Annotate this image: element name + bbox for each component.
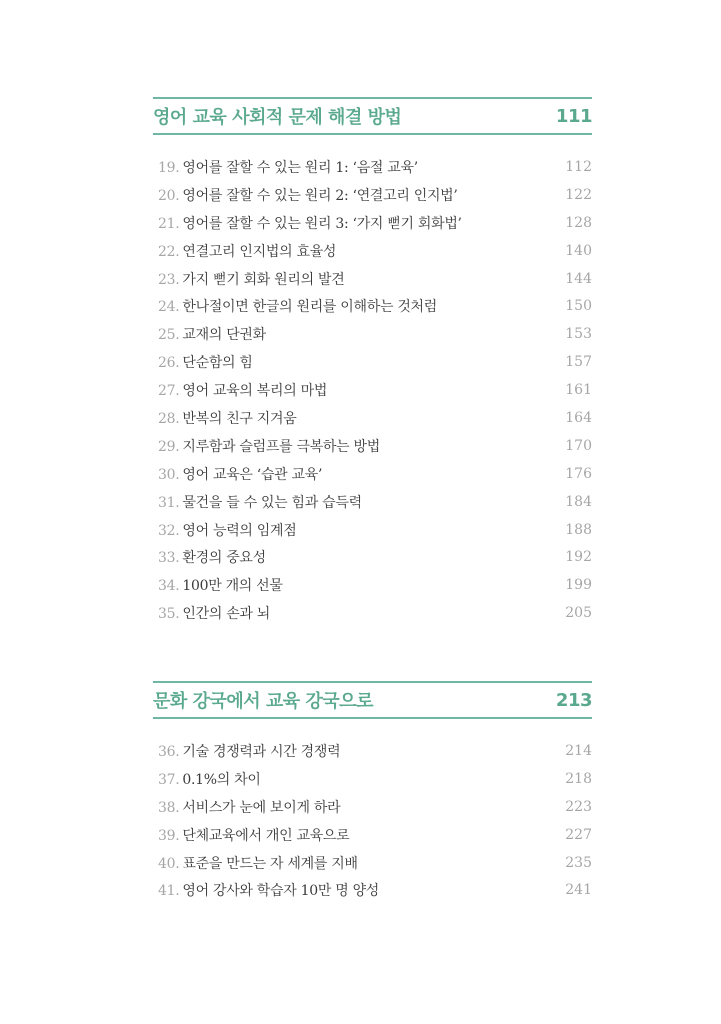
- entry-page-number: 144: [565, 270, 592, 287]
- entry-number: 33.: [158, 550, 180, 567]
- toc-entry-label: [158, 241, 336, 261]
- toc-entry-label: [158, 769, 261, 789]
- entry-number: 23.: [158, 271, 180, 288]
- entry-title: 표준을 만드는 자 세계를 지배: [182, 855, 358, 872]
- entry-title: 0.1%의 차이: [182, 771, 261, 788]
- entry-number: 38.: [158, 799, 180, 816]
- toc-entry-label: [158, 436, 380, 456]
- entry-page-number: 140: [565, 242, 592, 259]
- toc-entry-label: [158, 575, 283, 595]
- toc-entry: [158, 209, 592, 237]
- toc-entry: [158, 292, 592, 320]
- entry-page-number: 157: [565, 354, 592, 371]
- entry-title: 교재의 단권화: [182, 327, 266, 344]
- entry-page-number: 199: [565, 577, 592, 594]
- toc-entry: [158, 849, 592, 877]
- entry-title: 영어 교육의 복리의 마법: [182, 383, 328, 400]
- toc-entry-label: [158, 603, 270, 623]
- section-title: 문화 강국에서 교육 강국으로: [153, 691, 373, 712]
- toc-entry-label: [158, 185, 458, 205]
- toc-entry-label: [158, 797, 340, 817]
- toc-entry-label: [158, 408, 296, 428]
- entry-title: 영어를 잘할 수 있는 원리 2: ‘연결고리 인지법’: [182, 187, 458, 204]
- section-page-number: 111: [555, 105, 592, 127]
- toc-entry: [158, 488, 592, 516]
- entry-title: 환경의 중요성: [182, 550, 266, 567]
- entry-page-number: 188: [565, 521, 592, 538]
- entry-page-number: 235: [565, 854, 592, 871]
- toc-entry-list: [153, 737, 592, 904]
- entry-page-number: 227: [565, 826, 592, 843]
- entry-title: 영어 능력의 임계점: [182, 522, 297, 539]
- entry-title: 단순함의 힘: [182, 355, 253, 372]
- entry-title: 영어를 잘할 수 있는 원리 1: ‘음절 교육’: [182, 159, 418, 176]
- toc-entry: [158, 571, 592, 599]
- entry-number: 36.: [158, 743, 180, 760]
- toc-entry-label: [158, 352, 253, 372]
- entry-number: 34.: [158, 578, 180, 595]
- entry-title: 반복의 친구 지겨움: [182, 410, 297, 427]
- toc-entry-label: [158, 380, 327, 400]
- entry-page-number: 128: [565, 214, 592, 231]
- toc-entry: [158, 516, 592, 544]
- entry-page-number: 150: [565, 298, 592, 315]
- entry-page-number: 214: [565, 742, 592, 759]
- toc-entry: [158, 793, 592, 821]
- toc-entry: [158, 737, 592, 765]
- toc-entry: [158, 404, 592, 432]
- toc-entry: [158, 876, 592, 904]
- toc-entry-label: [158, 213, 462, 233]
- entry-page-number: 170: [565, 437, 592, 454]
- entry-number: 30.: [158, 466, 180, 483]
- entry-number: 25.: [158, 327, 180, 344]
- entry-number: 27.: [158, 383, 180, 400]
- entry-title: 가지 뻗기 회화 원리의 발견: [182, 271, 345, 288]
- toc-entry: [158, 265, 592, 293]
- entry-title: 영어 강사와 학습자 10만 명 양성: [182, 883, 380, 900]
- toc-entry: [158, 348, 592, 376]
- entry-title: 연결고리 인지법의 효율성: [182, 243, 337, 260]
- entry-number: 31.: [158, 494, 180, 511]
- section-header: [153, 681, 592, 719]
- entry-title: 서비스가 눈에 보이게 하라: [182, 799, 341, 816]
- entry-page-number: 218: [565, 770, 592, 787]
- entry-page-number: 161: [565, 382, 592, 399]
- entry-number: 19.: [158, 159, 180, 176]
- entry-page-number: 184: [565, 493, 592, 510]
- toc-entry-list: [153, 153, 592, 627]
- toc-section-1: [153, 97, 592, 627]
- toc-entry: [158, 237, 592, 265]
- entry-page-number: 241: [565, 882, 592, 899]
- entry-title: 영어 교육은 ‘습관 교육’: [182, 466, 323, 483]
- entry-page-number: 192: [565, 549, 592, 566]
- entry-number: 37.: [158, 771, 180, 788]
- entry-title: 단체교육에서 개인 교육으로: [182, 827, 350, 844]
- entry-page-number: 205: [565, 605, 592, 622]
- toc-entry-label: [158, 741, 340, 761]
- entry-page-number: 122: [565, 186, 592, 203]
- entry-number: 28.: [158, 410, 180, 427]
- toc-entry-label: [158, 880, 379, 900]
- toc-entry-label: [158, 464, 322, 484]
- entry-number: 39.: [158, 827, 180, 844]
- toc-entry-label: [158, 547, 266, 567]
- entry-page-number: 112: [565, 158, 592, 175]
- toc-entry: [158, 153, 592, 181]
- section-page-number: 213: [555, 689, 592, 711]
- toc-entry: [158, 543, 592, 571]
- section-title: 영어 교육 사회적 문제 해결 방법: [153, 107, 402, 128]
- entry-number: 21.: [158, 215, 180, 232]
- toc-entry: [158, 432, 592, 460]
- toc-entry: [158, 320, 592, 348]
- toc-entry-label: [158, 324, 266, 344]
- entry-number: 41.: [158, 883, 180, 900]
- entry-title: 100만 개의 선물: [182, 578, 283, 595]
- entry-number: 35.: [158, 606, 180, 623]
- toc-entry-label: [158, 853, 358, 873]
- entry-number: 22.: [158, 243, 180, 260]
- entry-number: 26.: [158, 355, 180, 372]
- entry-page-number: 164: [565, 409, 592, 426]
- toc-entry: [158, 181, 592, 209]
- entry-number: 29.: [158, 438, 180, 455]
- toc-section-2: [153, 681, 592, 904]
- entry-page-number: 176: [565, 465, 592, 482]
- entry-title: 인간의 손과 뇌: [182, 606, 271, 623]
- entry-number: 32.: [158, 522, 180, 539]
- entry-title: 지루함과 슬럼프를 극복하는 방법: [182, 438, 380, 455]
- toc-entry: [158, 599, 592, 627]
- entry-title: 한나절이면 한글의 원리를 이해하는 것처럼: [182, 299, 438, 316]
- toc-entry: [158, 821, 592, 849]
- toc-entry-label: [158, 296, 437, 316]
- entry-number: 24.: [158, 299, 180, 316]
- toc-entry: [158, 460, 592, 488]
- toc-entry-label: [158, 825, 349, 845]
- entry-title: 기술 경쟁력과 시간 경쟁력: [182, 743, 341, 760]
- toc-entry: [158, 765, 592, 793]
- toc-entry-label: [158, 269, 344, 289]
- toc-entry: [158, 376, 592, 404]
- toc-entry-label: [158, 492, 362, 512]
- section-header: [153, 97, 592, 135]
- toc-entry-label: [158, 157, 418, 177]
- entry-title: 물건을 들 수 있는 힘과 습득력: [182, 494, 362, 511]
- entry-number: 40.: [158, 855, 180, 872]
- entry-number: 20.: [158, 187, 180, 204]
- entry-page-number: 153: [565, 326, 592, 343]
- toc-entry-label: [158, 520, 296, 540]
- entry-title: 영어를 잘할 수 있는 원리 3: ‘가지 뻗기 회화법’: [182, 215, 462, 232]
- entry-page-number: 223: [565, 798, 592, 815]
